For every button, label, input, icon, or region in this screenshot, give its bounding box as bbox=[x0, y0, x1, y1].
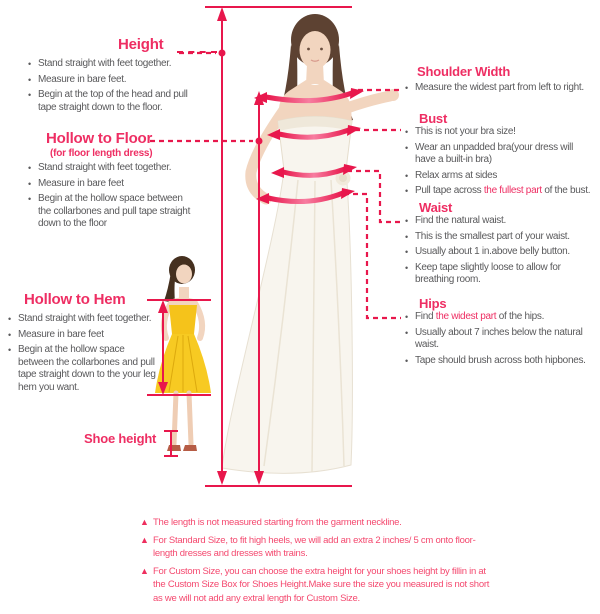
bullet-text: Keep tape slightly loose to allow for breathing room. bbox=[415, 261, 561, 285]
hips-title: Hips bbox=[419, 296, 447, 311]
bullet-text-suffix: of the bust. bbox=[541, 185, 591, 196]
list-item bbox=[8, 329, 157, 342]
bullet-text: Measure in bare feet. bbox=[38, 73, 127, 85]
bullet-dot: • bbox=[405, 231, 408, 242]
bullet-dot: • bbox=[405, 142, 408, 153]
bullet-text bbox=[415, 185, 593, 198]
bullet-dot: • bbox=[28, 163, 31, 173]
list-item bbox=[28, 162, 198, 175]
height-instructions bbox=[28, 58, 196, 117]
bullet-text-suffix: of the hips. bbox=[496, 311, 545, 322]
bullet-text: Stand straight with feet together. bbox=[18, 313, 152, 324]
bullet-dot: • bbox=[405, 327, 408, 338]
list-item bbox=[405, 215, 595, 228]
bullet-text: Measure in bare feet bbox=[18, 328, 104, 340]
list-item bbox=[8, 313, 157, 326]
list-item bbox=[405, 355, 597, 368]
bullet-text: Begin at the top of the head and pull tape straight down to the floor. bbox=[38, 89, 188, 113]
list-item bbox=[405, 262, 595, 287]
bullet-dot: • bbox=[405, 355, 408, 366]
warning-triangle-icon: ▲ bbox=[140, 517, 149, 527]
bullet-text: Wear an unpadded bra(your dress will have a built-in bra) bbox=[415, 141, 573, 165]
note-text: The length is not measured starting from the garment neckline. bbox=[153, 517, 402, 528]
list-item bbox=[405, 246, 595, 259]
shoulder-width-title: Shoulder Width bbox=[417, 64, 511, 79]
note-item bbox=[140, 516, 496, 530]
bullet-text: Tape should brush across both hipbones. bbox=[415, 354, 586, 366]
bullet-dot: • bbox=[28, 194, 31, 204]
note-text: For Standard Size, to fit high heels, we will add an extra 2 inches/ 5 cm onto floor-length dresses and dresses with trains. bbox=[153, 534, 476, 559]
bullet-text: Usually about 7 inches below the natural waist. bbox=[415, 326, 583, 350]
bullet-text: Begin at the hollow space between the collarbones and pull tape straight down to the your leg hem you want. bbox=[18, 344, 156, 393]
list-item bbox=[405, 231, 595, 244]
bullet-text: Stand straight with feet together. bbox=[38, 162, 172, 173]
height-title-dashes bbox=[177, 51, 217, 53]
bullet-dot: • bbox=[28, 178, 31, 189]
bullet-dot: • bbox=[28, 90, 31, 100]
bullet-text: Stand straight with feet together. bbox=[38, 58, 172, 69]
list-item bbox=[405, 142, 593, 167]
hollow-to-floor-subtitle: (for floor length dress) bbox=[50, 148, 153, 159]
warning-triangle-icon: ▲ bbox=[140, 565, 149, 576]
waist-title: Waist bbox=[419, 200, 453, 215]
bullet-dot: • bbox=[405, 170, 408, 181]
list-item bbox=[405, 126, 593, 139]
bullet-dot: • bbox=[405, 216, 408, 226]
warning-triangle-icon: ▲ bbox=[140, 534, 149, 545]
note-item bbox=[140, 534, 496, 561]
bullet-dot: • bbox=[28, 59, 31, 69]
list-item bbox=[28, 58, 196, 71]
note-item bbox=[140, 565, 496, 606]
bullet-text: Relax arms at sides bbox=[415, 169, 498, 181]
bullet-text: Find the natural waist. bbox=[415, 215, 506, 226]
bullet-dot: • bbox=[405, 247, 408, 257]
bullet-dot: • bbox=[8, 345, 11, 355]
bullet-dot: • bbox=[405, 83, 408, 93]
bullet-text: This is the smallest part of your waist. bbox=[415, 230, 570, 242]
list-item bbox=[28, 74, 196, 87]
bullet-text-highlight: the widest part bbox=[435, 311, 497, 322]
list-item bbox=[28, 178, 198, 191]
shoulder-width-instructions bbox=[405, 82, 600, 98]
hollow-to-hem-title: Hollow to Hem bbox=[24, 291, 126, 308]
hips-instructions bbox=[405, 311, 597, 370]
list-item bbox=[28, 89, 196, 114]
bullet-dot: • bbox=[8, 314, 11, 324]
list-item bbox=[405, 327, 597, 352]
bullet-dot: • bbox=[405, 262, 408, 273]
hollow-to-floor-instructions bbox=[28, 162, 198, 234]
bullet-text-prefix: Find bbox=[415, 311, 436, 322]
footer-notes bbox=[140, 516, 496, 609]
bust-instructions bbox=[405, 126, 593, 201]
height-title: Height bbox=[118, 36, 164, 53]
bullet-dot: • bbox=[405, 127, 408, 137]
bullet-dot: • bbox=[405, 312, 408, 322]
note-text: For Custom Size, you can choose the extra height for your shoes height by fillin in at the Custom Size Box for Shoes Height.Make sure the size you measured is not short as we will not add any extral length for Custom Size. bbox=[153, 565, 490, 604]
list-item bbox=[405, 311, 597, 324]
list-item bbox=[405, 82, 600, 95]
hollow-to-floor-title: Hollow to Floor bbox=[46, 130, 153, 147]
bullet-text-prefix: Pull tape across bbox=[415, 185, 484, 196]
list-item bbox=[405, 170, 593, 183]
bullet-text: Measure in bare feet bbox=[38, 177, 124, 189]
bullet-text: Measure the widest part from left to right. bbox=[415, 82, 584, 93]
bullet-text: This is not your bra size! bbox=[415, 126, 516, 137]
bullet-text: Begin at the hollow space between the collarbones and pull tape straight down to the floor bbox=[38, 193, 191, 229]
hollow-to-hem-instructions bbox=[8, 313, 157, 397]
bullet-dot: • bbox=[8, 329, 11, 340]
bullet-text: Usually about 1 in.above belly button. bbox=[415, 246, 570, 257]
bullet-dot: • bbox=[28, 74, 31, 85]
list-item bbox=[8, 344, 157, 394]
list-item bbox=[405, 185, 593, 198]
bust-title: Bust bbox=[419, 111, 448, 126]
list-item bbox=[28, 193, 198, 231]
bullet-text-highlight: the fullest part bbox=[483, 185, 542, 196]
shoe-height-title: Shoe height bbox=[84, 431, 157, 446]
bullet-text bbox=[415, 311, 597, 324]
waist-instructions bbox=[405, 215, 595, 290]
bullet-dot: • bbox=[405, 186, 408, 196]
